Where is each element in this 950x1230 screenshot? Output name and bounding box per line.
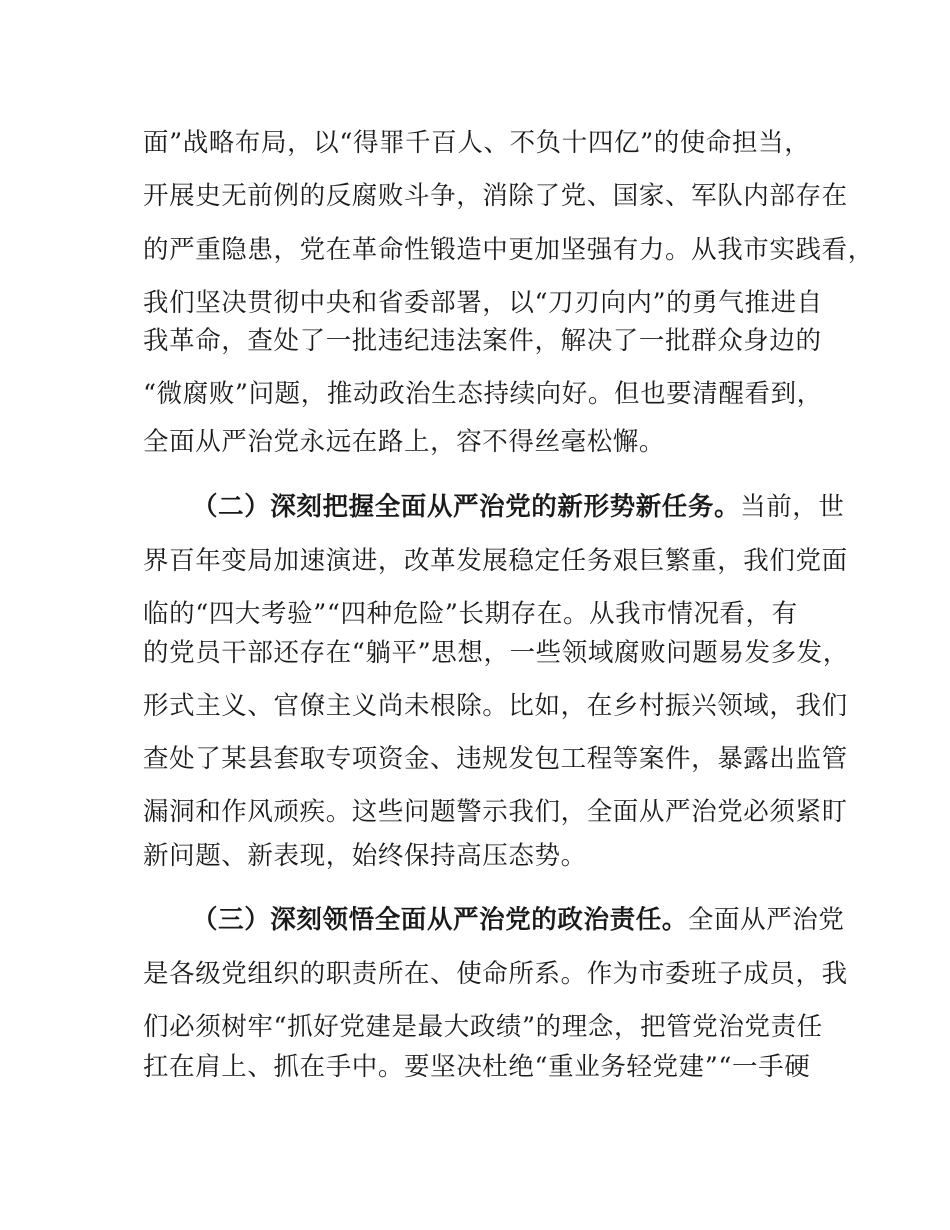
paragraph-first-line: [192, 490, 845, 524]
paragraph-line: 们必须树牢“抓好党建是最大政绩”的理念，把管党治党责任: [143, 1012, 823, 1042]
paragraph-line: 形式主义、官僚主义尚未根除。比如，在乡村振兴领域，我们: [143, 691, 848, 721]
paragraph-line: 查处了某县套取专项资金、违规发包工程等案件，暴露出监管: [143, 744, 848, 774]
section-heading: （二）深刻把握全面从严治党的新形势新任务。: [192, 492, 741, 522]
paragraph-line: 扛在肩上、抓在手中。要坚决杜绝“重业务轻党建”“一手硬: [143, 1052, 811, 1082]
paragraph-line: 是各级党组织的职责所在、使命所系。作为市委班子成员，我: [143, 959, 848, 989]
paragraph-line: 新问题、新表现，始终保持高压态势。: [143, 841, 587, 871]
paragraph-line: 漏洞和作风顽疾。这些问题警示我们，全面从严治党必须紧盯: [143, 797, 848, 827]
paragraph-line: 我们坚决贯彻中央和省委部署，以“刀刃向内”的勇气推进自: [143, 288, 823, 318]
heading-continuation: 全面从严治党: [687, 905, 845, 935]
paragraph-line: 我革命，查处了一批违纪违法案件，解决了一批群众身边的: [143, 326, 822, 356]
paragraph-line: 全面从严治党永远在路上，容不得丝毫松懈。: [143, 427, 666, 457]
heading-continuation: 当前，世: [740, 492, 845, 522]
paragraph-first-line: [192, 903, 845, 937]
paragraph-line: 开展史无前例的反腐败斗争，消除了党、国家、军队内部存在: [143, 181, 848, 211]
paragraph-line: 的党员干部还存在“躺平”思想，一些领域腐败问题易发多发，: [143, 638, 849, 668]
paragraph-line: 面”战略布局，以“得罪千百人、不负十四亿”的使命担当，: [143, 128, 811, 158]
paragraph-line: 的严重隐患，党在革命性锻造中更加坚强有力。从我市实践看，: [143, 235, 874, 265]
paragraph-line: 界百年变局加速演进，改革发展稳定任务艰巨繁重，我们党面: [143, 546, 848, 576]
section-heading: （三）深刻领悟全面从严治党的政治责任。: [192, 905, 688, 935]
paragraph-line: “微腐败”问题，推动政治生态持续向好。但也要清醒看到，: [143, 379, 823, 409]
paragraph-line: 临的“四大考验”“四种危险”长期存在。从我市情况看，有: [143, 599, 798, 629]
